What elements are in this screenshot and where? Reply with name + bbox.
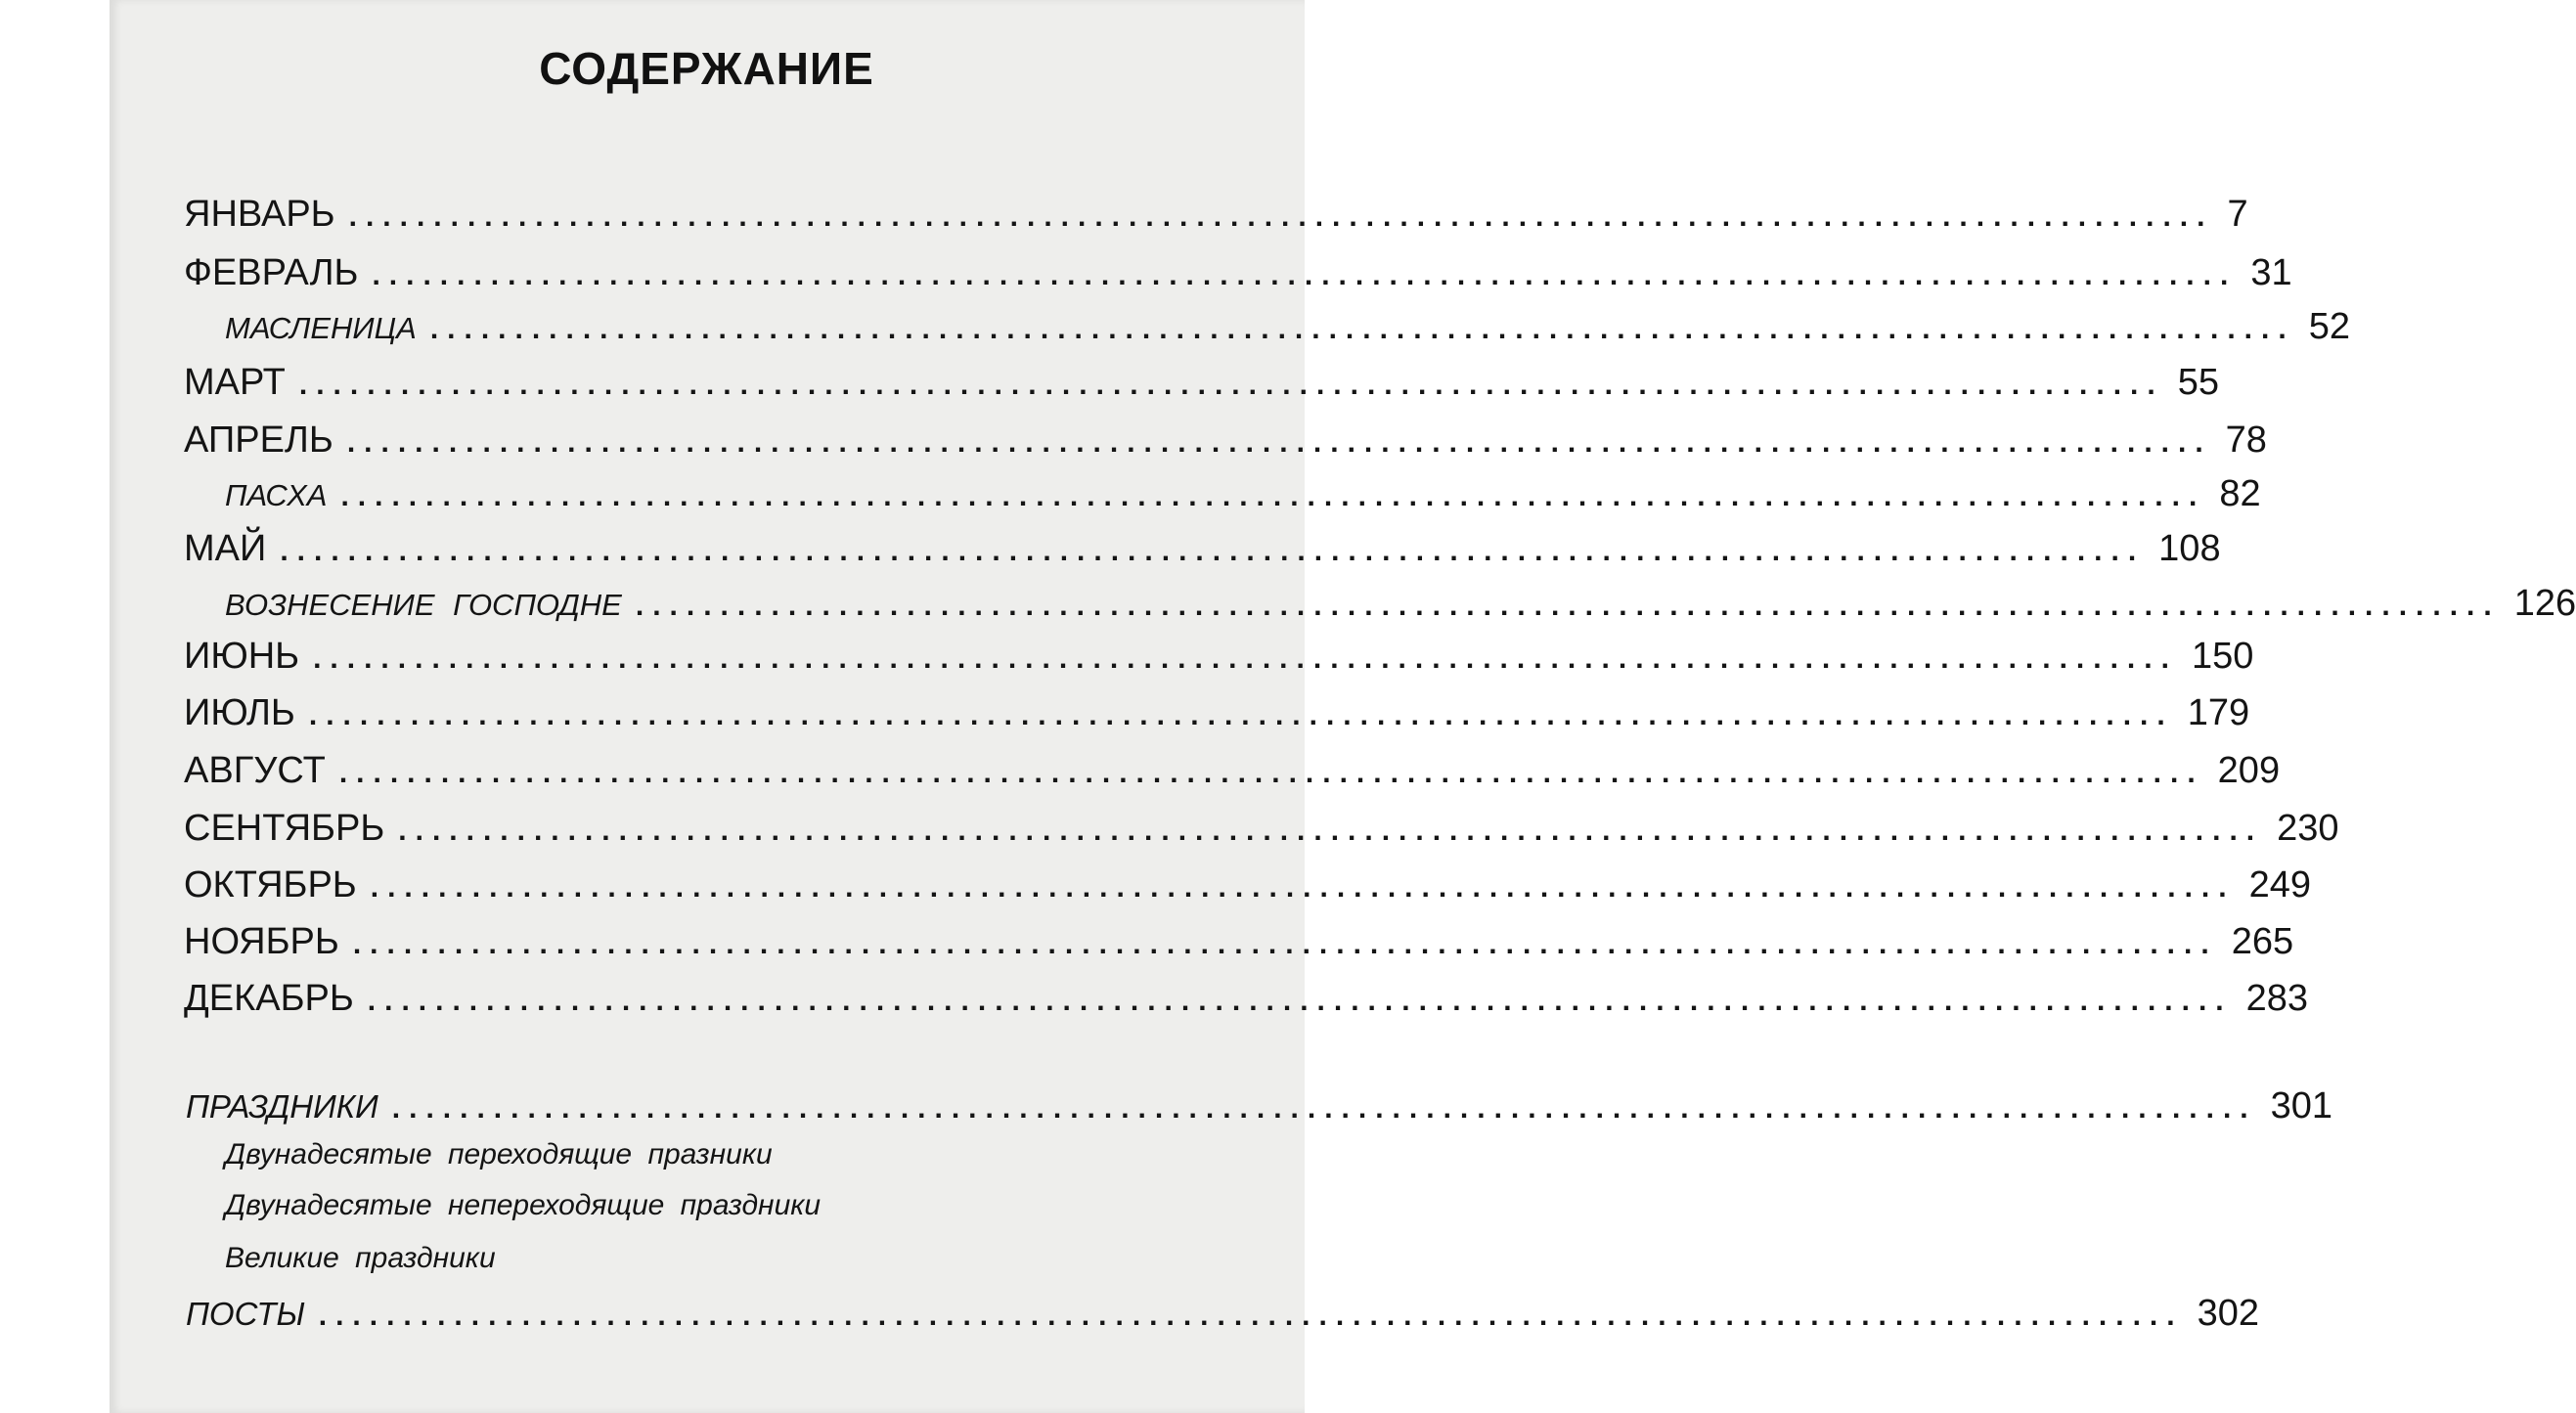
toc-entry-march (184, 362, 2219, 417)
toc-page-number: 126 (2513, 583, 2576, 624)
toc-page-number: 52 (2308, 306, 2350, 347)
toc-entry-label: АВГУСТ (184, 750, 326, 791)
toc-entry-label: ЯНВАРЬ (184, 194, 335, 235)
toc-page-number: 31 (2250, 252, 2292, 293)
toc-entry-label: МАРТ (184, 362, 286, 403)
toc-entry-january (184, 194, 2248, 248)
toc-page-number: 283 (2245, 978, 2309, 1019)
dot-leader: .............................................................................................................. (338, 757, 2204, 789)
toc-entry-august (184, 750, 2281, 805)
toc-entry-label: МАЙ (184, 528, 267, 569)
toc-entry-december (184, 978, 2309, 1033)
toc-entry-july (184, 692, 2250, 747)
toc-page-number: 230 (2277, 808, 2339, 849)
toc-page-number: 82 (2219, 473, 2261, 514)
dot-leader: .............................................................................................................. (391, 1092, 2257, 1125)
dot-leader: .............................................................................................................. (318, 1300, 2184, 1332)
holidays-subitem: Двунадесятые непереходящие праздники (225, 1189, 822, 1221)
toc-page-number: 179 (2187, 692, 2250, 733)
dot-leader: .............................................................................................................. (308, 699, 2174, 731)
toc-entry-april (184, 419, 2267, 474)
toc-entry-may (184, 528, 2221, 583)
toc-page-number: 302 (2197, 1293, 2259, 1334)
dot-leader: .............................................................................................................. (372, 259, 2238, 291)
toc-entry-label: ВОЗНЕСЕНИЕ ГОСПОДНЕ (225, 588, 622, 622)
dot-leader: .............................................................................................................. (370, 871, 2236, 904)
toc-page-number: 150 (2191, 636, 2254, 677)
toc-entry-june (184, 636, 2254, 690)
dot-leader: .............................................................................................................. (348, 200, 2214, 233)
holidays-subitem: Двунадесятые переходящие празники (225, 1138, 773, 1170)
toc-entry-fasts (186, 1293, 2259, 1347)
dot-leader: .............................................................................................................. (280, 535, 2146, 567)
toc-entry-february (184, 252, 2292, 307)
toc-page-number: 301 (2270, 1085, 2333, 1126)
toc-entry-label: ФЕВРАЛЬ (184, 252, 359, 293)
toc-entry-label: СЕНТЯБРЬ (184, 808, 385, 849)
toc-entry-label: АПРЕЛЬ (184, 419, 333, 461)
holidays-subitem: Великие праздники (225, 1242, 496, 1274)
toc-entry-label: ДЕКАБРЬ (184, 978, 354, 1019)
dot-leader: .............................................................................................................. (313, 642, 2178, 675)
toc-page-number: 7 (2227, 194, 2248, 235)
toc-entry-label: ОКТЯБРЬ (184, 864, 357, 905)
toc-page-number: 108 (2158, 528, 2221, 569)
toc-page-number: 78 (2225, 419, 2267, 461)
toc-entry-label: ПРАЗДНИКИ (186, 1088, 378, 1125)
dot-leader: .............................................................................................................. (340, 480, 2206, 512)
toc-entry-october (184, 864, 2311, 919)
dot-leader: .............................................................................................................. (635, 590, 2501, 622)
dot-leader: .............................................................................................................. (298, 369, 2164, 401)
toc-page-number: 249 (2248, 864, 2311, 905)
page-title: СОДЕРЖАНИЕ (539, 43, 874, 94)
toc-entry-november (184, 921, 2294, 976)
dot-leader: .............................................................................................................. (429, 313, 2295, 345)
toc-page-number: 55 (2177, 362, 2219, 403)
dot-leader: .............................................................................................................. (352, 928, 2218, 960)
dot-leader: .............................................................................................................. (346, 426, 2212, 459)
toc-entry-label: ИЮНЬ (184, 636, 300, 677)
dot-leader: .............................................................................................................. (367, 985, 2233, 1017)
toc-entry-september (184, 808, 2339, 862)
toc-page-number: 265 (2231, 921, 2294, 962)
toc-entry-label: ПАСХА (225, 478, 328, 512)
toc-entry-label: НОЯБРЬ (184, 921, 339, 962)
toc-entry-maslenitsa (225, 306, 2350, 361)
dot-leader: .............................................................................................................. (398, 815, 2264, 847)
toc-entry-label: ПОСТЫ (186, 1296, 305, 1332)
toc-entry-ascension (225, 583, 2576, 638)
toc-entry-label: МАСЛЕНИЦА (225, 311, 417, 345)
toc-entry-pascha (225, 473, 2261, 528)
toc-entry-label: ИЮЛЬ (184, 692, 295, 733)
toc-page-number: 209 (2217, 750, 2281, 791)
toc-entry-holidays (186, 1085, 2333, 1140)
